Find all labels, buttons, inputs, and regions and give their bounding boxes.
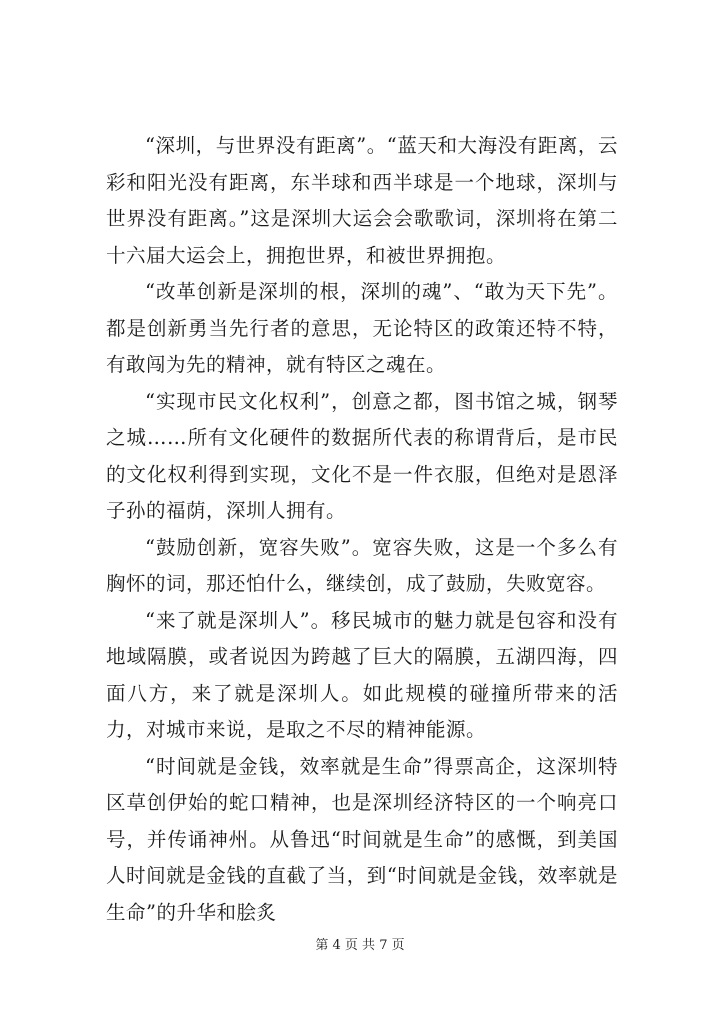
paragraph-4: “鼓励创新，宽容失败”。宽容失败，这是一个多么有胸怀的词，那还怕什么，继续创，成了鼓励，失败宽容。 bbox=[106, 535, 618, 595]
document-body bbox=[106, 128, 618, 931]
page-footer: 第 4 页 共 7 页 bbox=[315, 938, 405, 953]
paragraph-1: “深圳，与世界没有距离”。“蓝天和大海没有距离，云彩和阳光没有距离，东半球和西半球是一个地球，深圳与世界没有距离。”这是深圳大运会会歌歌词，深圳将在第二十六届大运会上，拥抱世界，和被世界拥抱。 bbox=[106, 134, 618, 267]
paragraph-6: “时间就是金钱，效率就是生命”得票高企，这深圳特区草创伊始的蛇口精神，也是深圳经济特区的一个响亮口号，并传诵神州。从鲁迅“时间就是生命”的感慨，到美国人时间就是金钱的直截了当，到“时间就是金钱，效率就是生命”的升华和脍炙 bbox=[106, 754, 618, 924]
paragraph-2: “改革创新是深圳的根，深圳的魂”、“敢为天下先”。都是创新勇当先行者的意思，无论特区的政策还特不特，有敢闯为先的精神，就有特区之魂在。 bbox=[106, 280, 618, 376]
paragraph-5: “来了就是深圳人”。移民城市的魅力就是包容和没有地域隔膜，或者说因为跨越了巨大的隔膜，五湖四海，四面八方，来了就是深圳人。如此规模的碰撞所带来的活力，对城市来说，是取之不尽的精神能源。 bbox=[106, 608, 618, 741]
paragraph-3: “实现市民文化权利”，创意之都，图书馆之城，钢琴之城……所有文化硬件的数据所代表的称谓背后，是市民的文化权利得到实现，文化不是一件衣服，但绝对是恩泽子孙的福荫，深圳人拥有。 bbox=[106, 389, 618, 522]
